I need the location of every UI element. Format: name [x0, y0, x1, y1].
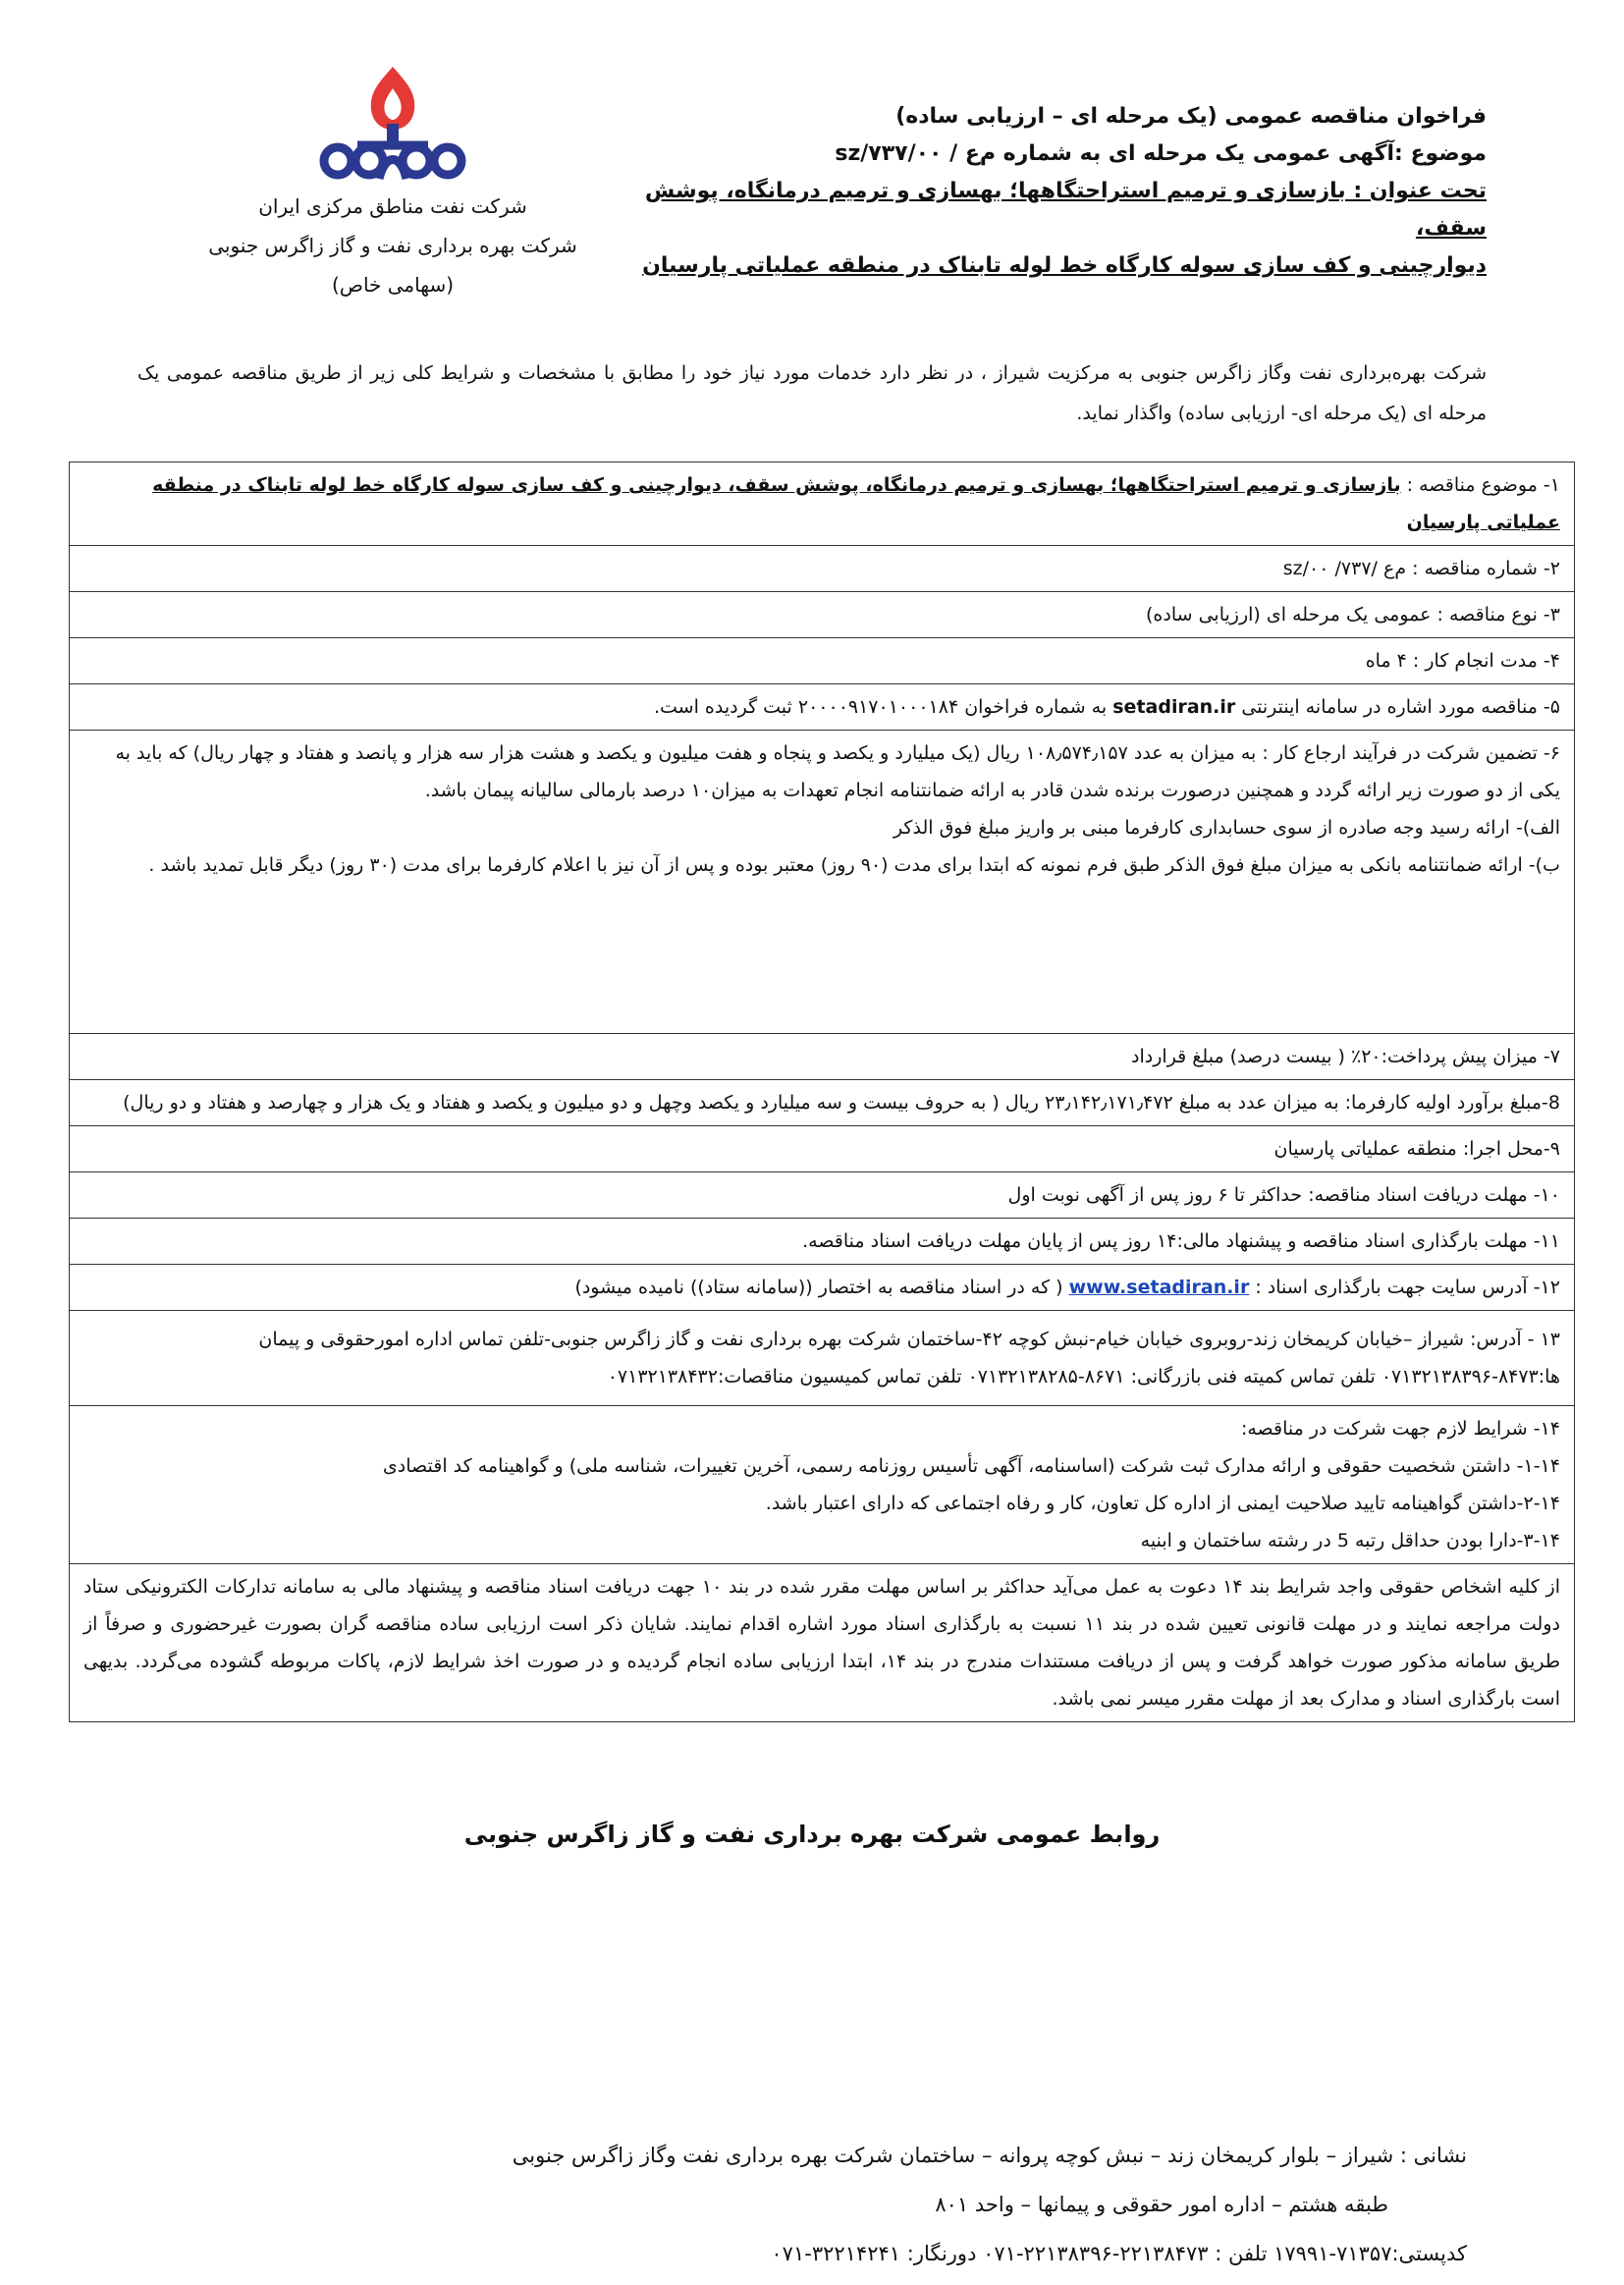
- conditions-title: ۱۴- شرایط لازم جهت شرکت در مناقصه:: [1240, 1418, 1560, 1440]
- company-header: [187, 59, 599, 304]
- prepayment: ۷- میزان پیش پرداخت:۲۰٪ ( بیست درصد) مبلغ قرارداد: [70, 1034, 1575, 1080]
- receive-deadline: ۱۰- مهلت دریافت اسناد مناقصه: حداکثر تا ۶ روز پس از آگهی نوبت اول: [70, 1172, 1575, 1219]
- condition-2: ۲-۱۴-داشتن گواهینامه تایید صلاحیت ایمنی از اداره کل تعاون، کار و رفاه اجتماعی که دارای اعتبار باشد.: [765, 1493, 1560, 1514]
- tender-title-block: [642, 98, 1487, 285]
- row-prepayment: [70, 1034, 1575, 1080]
- row-tender-number: [70, 546, 1575, 592]
- row-location: [70, 1126, 1575, 1172]
- tender-caption-2: [642, 247, 1487, 285]
- setadiran-link[interactable]: www.setadiran.ir: [1068, 1277, 1250, 1298]
- setad-text-a: ۵- مناقصه مورد اشاره در سامانه اینترنتی: [1235, 696, 1560, 718]
- upload-deadline: ۱۱- مهلت بارگذاری اسناد مناقصه و پیشنهاد مالی:۱۴ روز پس از پایان مهلت دریافت اسناد مناقصه.: [70, 1219, 1575, 1265]
- row-address: [70, 1311, 1575, 1406]
- intro-paragraph: شرکت بهره‌برداری نفت وگاز زاگرس جنوبی به مرکزیت شیراز ، در نظر دارد خدمات مورد نیاز خود را مطابق با مشخصات و شرایط کلی زیر از طریق مناقصه عمومی یک مرحله ای (یک مرحله ای- ارزیابی ساده) واگذار نماید.: [137, 362, 1487, 424]
- footer-contact-line: کدپستی:۷۱۳۵۷-۱۷۹۹۱ تلفن : ۲۲۱۳۸۴۷۳-۲۲۱۳۸۳۹۶-۰۷۱ دورنگار: ۳۲۲۱۴۲۴۱-۰۷۱: [771, 2242, 1467, 2265]
- tender-caption-1-text: تحت عنوان : بازسازی و ترمیم استراحتگاهها؛ بهسازی و ترمیم درمانگاه، پوشش سقف،: [644, 179, 1487, 241]
- condition-3: ۳-۱۴-دارا بودن حداقل رتبه 5 در رشته ساختمان و ابنیه: [1140, 1530, 1560, 1551]
- company-name-nioc: شرکت نفت مناطق مرکزی ایران: [258, 194, 527, 218]
- subject-label: ۱- موضوع مناقصه :: [1400, 474, 1560, 496]
- tender-caption-2-text: دیوارچینی و کف سازی سوله کارگاه خط لوله تابناک در منطقه عملیاتی پارسیان: [642, 253, 1487, 278]
- setad-text-b: به شماره فراخوان ۲۰۰۰۰۹۱۷۰۱۰۰۰۱۸۴ ثبت گردیده است.: [653, 696, 1113, 718]
- work-location: ۹-محل اجرا: منطقه عملیاتی پارسیان: [70, 1126, 1575, 1172]
- subject-value: بازسازی و ترمیم استراحتگاهها؛ بهسازی و ترمیم درمانگاه، پوشش سقف، دیوارچینی و کف سازی سوله کارگاه خط لوله تابناک در منطقه عملیاتی پارسیان: [152, 474, 1560, 533]
- company-type: (سهامی خاص): [331, 273, 455, 297]
- upload-site-label: ۱۲- آدرس سایت جهت بارگذاری اسناد :: [1249, 1277, 1560, 1298]
- footer-office-line: طبقه هشتم – اداره امور حقوقی و پیمانها – واحد ۸۰۱: [935, 2193, 1388, 2216]
- upload-site-note: ( که در اسناد مناقصه به اختصار ((سامانه ستاد)) نامیده میشود): [574, 1277, 1069, 1298]
- setad-site-name: setadiran.ir: [1112, 696, 1236, 718]
- row-invitation: [70, 1564, 1575, 1722]
- row-setad-registration: [70, 684, 1575, 731]
- nioc-flame-logo-icon: [314, 59, 471, 187]
- tender-type: ۳- نوع مناقصه : عمومی یک مرحله ای (ارزیابی ساده): [70, 592, 1575, 638]
- invitation-paragraph: از کلیه اشخاص حقوقی واجد شرایط بند ۱۴ دعوت به عمل می‌آید حداکثر بر اساس مهلت مقرر شده در بند ۱۰ جهت دریافت اسناد مناقصه و پیشنهاد مالی به سامانه تدارکات الکترونیکی ستاد دولت مراجعه نمایند و در مهلت قانونی تعیین شده در بند ۱۱ نسبت به بارگذاری اسناد مورد اشاره اقدام نمایند. شایان ذکر است ارزیابی ساده مناقصه گران بصورت غیرحضوری و صرفاً از طریق سامانه مذکور صورت خواهد گرفت و پس از دریافت مستندات مندرج در بند ۱۴، ابتدا ارزیابی ساده انجام گردیده و در صورت اخذ شرایط لازم، پاکات مربوطه گشوده می‌گردد. بدیهی است بارگذاری اسناد و مدارک بعد از مهلت مقرر میسر نمی باشد.: [70, 1564, 1575, 1722]
- condition-1: ۱-۱۴- داشتن شخصیت حقوقی و ارائه مدارک ثبت شرکت (اساسنامه، آگهی تأسیس روزنامه رسمی، آخرین تغییرات، شناسه ملی) و گواهینامه کد اقتصادی: [382, 1455, 1560, 1477]
- row-upload-deadline: [70, 1219, 1575, 1265]
- row-estimate: [70, 1080, 1575, 1126]
- contact-address: ۱۳ - آدرس: شیراز –خیابان کریمخان زند-روبروی خیابان خیام-نبش کوچه ۴۲-ساختمان شرکت بهره برداری نفت و گاز زاگرس جنوبی-تلفن تماس اداره امورحقوقی و پیمان ها:۸۴۷۳-۰۷۱۳۲۱۳۸۳۹۶ تلفن تماس کمیته فنی بازرگانی: ۸۶۷۱-۰۷۱۳۲۱۳۸۲۸۵ تلفن تماس کمیسیون مناقصات:۰۷۱۳۲۱۳۸۴۳۲: [70, 1311, 1575, 1406]
- work-duration: ۴- مدت انجام کار : ۴ ماه: [70, 638, 1575, 684]
- row-guarantee: [70, 731, 1575, 1034]
- guarantee-option-b: ب)- ارائه ضمانتنامه بانکی به میزان مبلغ فوق الذکر طبق فرم نمونه که ابتدا برای مدت (۹۰ روز) معتبر بوده و پس از آن نیز با اعلام کارفرما برای مدت (۳۰ روز) دیگر قابل تمدید باشد .: [148, 854, 1560, 876]
- tender-number: ۲- شماره مناقصه : م‌ع /۷۳۷/ sz/۰۰: [70, 546, 1575, 592]
- tender-heading: فراخوان مناقصه عمومی (یک مرحله ای – ارزیابی ساده): [895, 104, 1487, 129]
- guarantee-option-a: الف)- ارائه رسید وجه صادره از سوی حسابداری کارفرما مبنی بر واریز مبلغ فوق الذکر: [893, 817, 1560, 839]
- footer-address: [289, 2131, 1467, 2278]
- tender-caption-1: [642, 173, 1487, 247]
- public-relations-signature: روابط عمومی شرکت بهره برداری نفت و گاز زاگرس جنوبی: [463, 1821, 1161, 1848]
- row-tender-type: [70, 592, 1575, 638]
- row-upload-site: [70, 1265, 1575, 1311]
- employer-estimate: 8-مبلغ برآورد اولیه کارفرما: به میزان عدد به مبلغ ۲۳٫۱۴۲٫۱۷۱٫۴۷۲ ریال ( به حروف بیست و سه میلیارد و یکصد وچهل و دو میلیون و یکصد و هفتاد و یک هزار و چهارصد و هفتاد و دو ریال): [70, 1080, 1575, 1126]
- guarantee-text: ۶- تضمین شرکت در فرآیند ارجاع کار : به میزان به عدد ۱۰۸٫۵۷۴٫۱۵۷ ریال (یک میلیارد و یکصد و پنجاه و هفت میلیون و یکصد و هشت هزار سه هزار و پانصد و هفتاد و چهار ریال) که باید به یکی از دو صورت زیر ارائه گردد و همچنین درصورت برنده شدن قادر به ارائه ضمانتنامه انجام تعهدات به میزان۱۰ درصد بارمالی سالیانه پیمان باشد.: [115, 742, 1560, 801]
- tender-subject: موضوع :آگهی عمومی یک مرحله ای به شماره م‌ع / ۷۳۷/۰۰/sz: [835, 141, 1487, 166]
- footer-address-line: نشانی : شیراز – بلوار کریمخان زند – نبش کوچه پروانه – ساختمان شرکت بهره برداری نفت وگاز زاگرس جنوبی: [512, 2144, 1467, 2167]
- company-name-zagros: شرکت بهره برداری نفت و گاز زاگرس جنوبی: [208, 234, 577, 257]
- row-conditions: [70, 1406, 1575, 1564]
- row-receive-deadline: [70, 1172, 1575, 1219]
- row-duration: [70, 638, 1575, 684]
- tender-spec-table: [69, 462, 1575, 1722]
- row-subject: [70, 462, 1575, 546]
